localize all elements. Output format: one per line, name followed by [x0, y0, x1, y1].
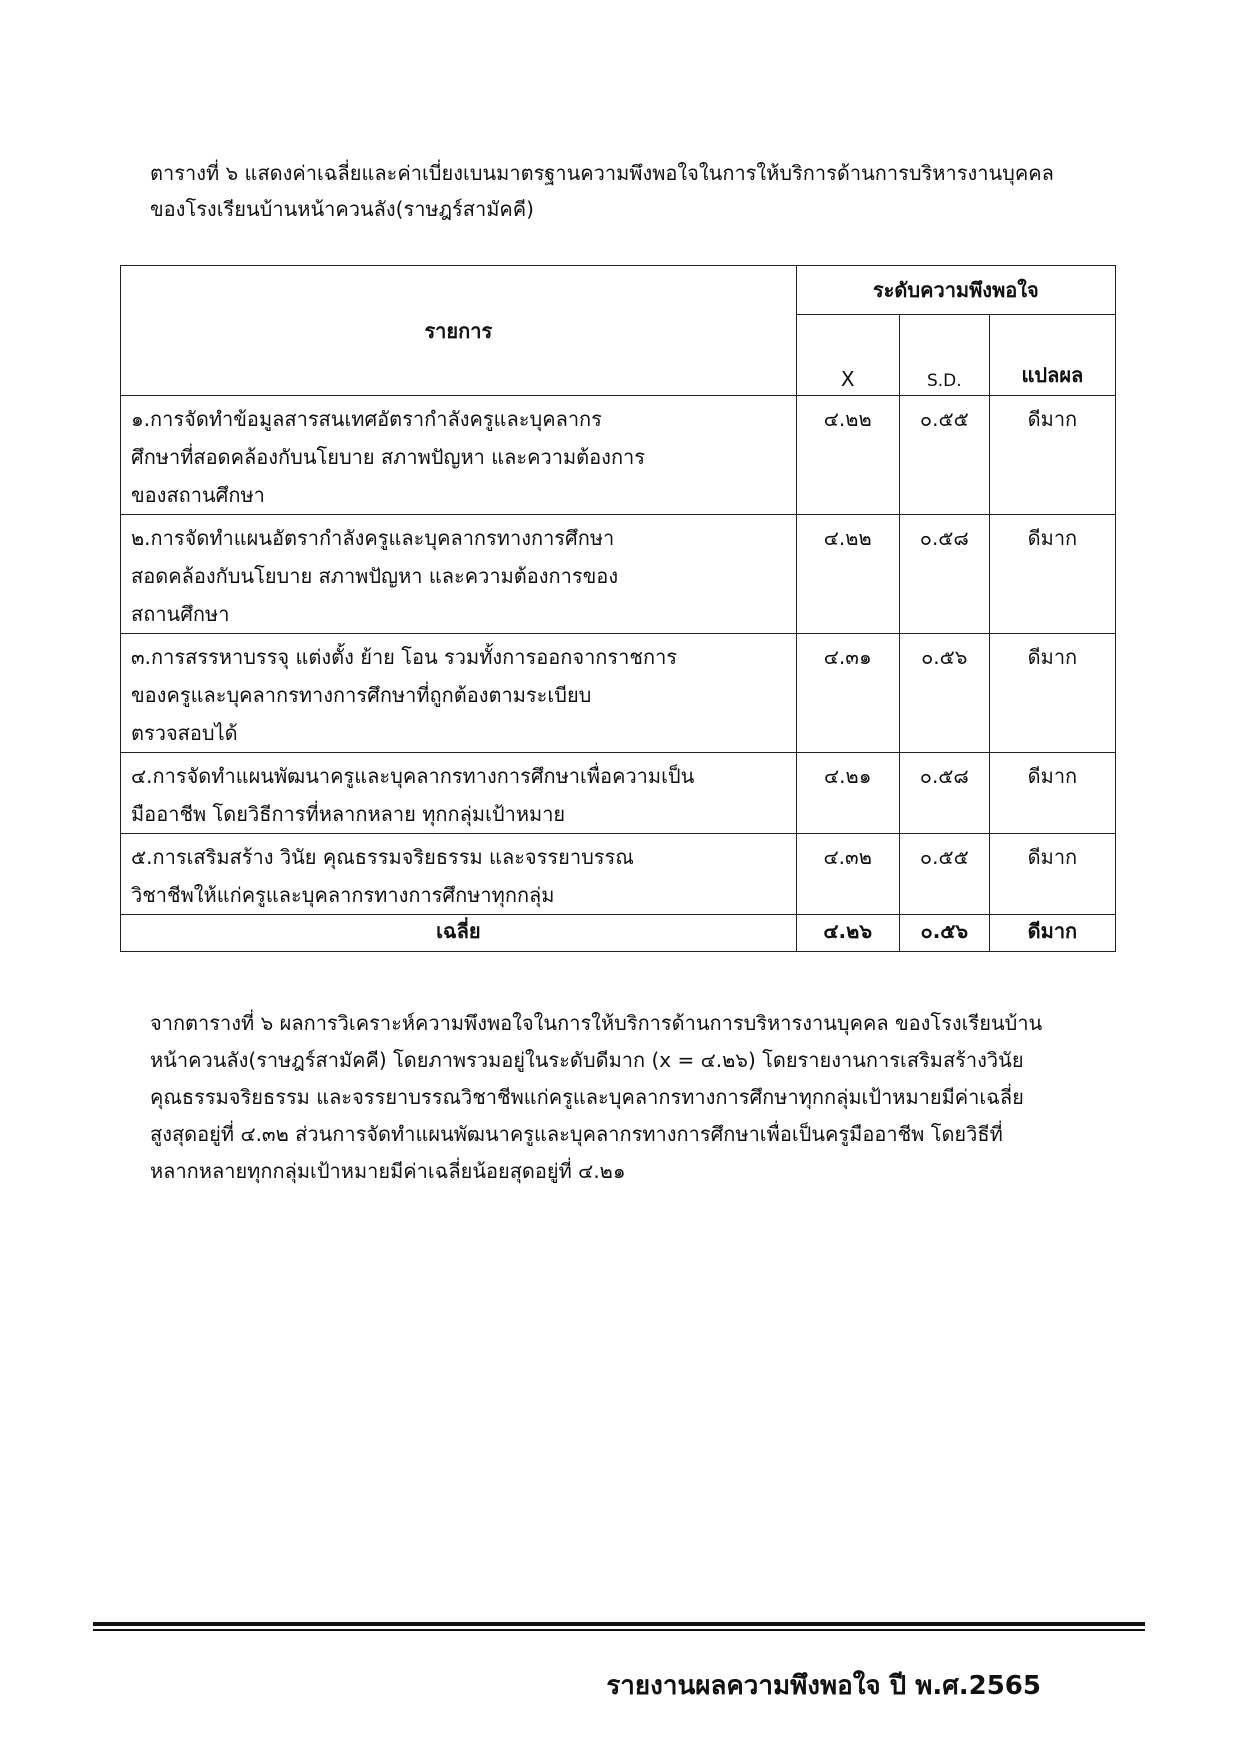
row-line: วิชาชีพให้แก่ครูและบุคลากรทางการศึกษาทุกกลุ่ม	[131, 883, 555, 907]
average-sd: ๐.๕๖	[899, 915, 989, 952]
row-interpret: ดีมาก	[989, 515, 1115, 634]
row-line: สอดคล้องกับนโยบาย สภาพปัญหา และความต้องการของ	[131, 564, 619, 588]
row-sd: ๐.๕๕	[899, 396, 989, 515]
footer-divider-thin	[93, 1629, 1145, 1631]
table-caption	[150, 155, 1110, 227]
row-line: สถานศึกษา	[131, 602, 230, 626]
table-row	[121, 634, 1116, 753]
summary-line: หลากหลายทุกกลุ่มเป้าหมายมีค่าเฉลี่ยน้อยสุดอยู่ที่ ๔.๒๑	[150, 1159, 626, 1183]
table-row	[121, 515, 1116, 634]
footer-divider-thick	[93, 1622, 1145, 1626]
row-sd: ๐.๕๘	[899, 753, 989, 834]
row-mean: ๔.๒๑	[796, 753, 899, 834]
average-interpret: ดีมาก	[989, 915, 1115, 952]
table-row	[121, 753, 1116, 834]
row-line: ๔.การจัดทำแผนพัฒนาครูและบุคลากรทางการศึกษาเพื่อความเป็น	[131, 764, 695, 788]
header-item: รายการ	[121, 266, 797, 396]
footer-title: รายงานผลความพึงพอใจ ปี พ.ศ.2565	[606, 1671, 1041, 1701]
row-item-text	[121, 396, 797, 515]
row-line: มืออาชีพ โดยวิธีการที่หลากหลาย ทุกกลุ่มเป้าหมาย	[131, 802, 566, 826]
row-line: ๓.การสรรหาบรรจุ แต่งตั้ง ย้าย โอน รวมทั้งการออกจากราชการ	[131, 645, 678, 669]
row-sd: ๐.๕๖	[899, 634, 989, 753]
table-row	[121, 396, 1116, 515]
row-line: ของครูและบุคลากรทางการศึกษาที่ถูกต้องตามระเบียบ	[131, 683, 592, 707]
row-interpret: ดีมาก	[989, 834, 1115, 915]
caption-line-1: ตารางที่ ๖ แสดงค่าเฉลี่ยและค่าเบี่ยงเบนมาตรฐานความพึงพอใจในการให้บริการด้านการบริหารงานบุคคล	[150, 161, 1054, 185]
row-line: ๒.การจัดทำแผนอัตรากำลังครูและบุคลากรทางการศึกษา	[131, 526, 615, 550]
row-line: ๕.การเสริมสร้าง วินัย คุณธรรมจริยธรรม และจรรยาบรรณ	[131, 845, 634, 869]
row-sd: ๐.๕๘	[899, 515, 989, 634]
row-item-text	[121, 515, 797, 634]
row-line: ๑.การจัดทำข้อมูลสารสนเทศอัตรากำลังครูและบุคลากร	[131, 407, 602, 431]
row-mean: ๔.๒๒	[796, 396, 899, 515]
summary-line: สูงสุดอยู่ที่ ๔.๓๒ ส่วนการจัดทำแผนพัฒนาครูและบุคลากรทางการศึกษาเพื่อเป็นครูมืออาชีพ โดยวิธีที่	[150, 1122, 1003, 1146]
table-row	[121, 834, 1116, 915]
summary-paragraph	[150, 1005, 1110, 1190]
row-interpret: ดีมาก	[989, 634, 1115, 753]
row-line: ของสถานศึกษา	[131, 483, 265, 507]
average-label: เฉลี่ย	[121, 915, 797, 952]
row-interpret: ดีมาก	[989, 753, 1115, 834]
header-sd: S.D.	[899, 315, 989, 396]
header-satisfaction-level: ระดับความพึงพอใจ	[796, 266, 1115, 315]
row-item-text	[121, 834, 797, 915]
average-mean: ๔.๒๖	[796, 915, 899, 952]
row-interpret: ดีมาก	[989, 396, 1115, 515]
summary-line: คุณธรรมจริยธรรม และจรรยาบรรณวิชาชีพแก่ครูและบุคลากรทางการศึกษาทุกกลุ่มเป้าหมายมีค่าเฉลี่ย	[150, 1085, 1024, 1109]
row-mean: ๔.๓๑	[796, 634, 899, 753]
caption-line-2: ของโรงเรียนบ้านหน้าควนลัง(ราษฎร์สามัคคี)	[150, 197, 534, 221]
row-item-text	[121, 753, 797, 834]
header-mean: X	[796, 315, 899, 396]
summary-line: หน้าควนลัง(ราษฎร์สามัคคี) โดยภาพรวมอยู่ในระดับดีมาก (x = ๔.๒๖) โดยรายงานการเสริมสร้างวินัย	[150, 1048, 1024, 1072]
row-line: ศึกษาที่สอดคล้องกับนโยบาย สภาพปัญหา และความต้องการ	[131, 445, 646, 469]
average-row	[121, 915, 1116, 952]
row-line: ตรวจสอบได้	[131, 721, 238, 745]
satisfaction-table	[120, 265, 1116, 952]
row-item-text	[121, 634, 797, 753]
summary-line: จากตารางที่ ๖ ผลการวิเคราะห์ความพึงพอใจในการให้บริการด้านการบริหารงานบุคคล ของโรงเรียนบ้าน	[150, 1011, 1043, 1035]
row-mean: ๔.๒๒	[796, 515, 899, 634]
row-mean: ๔.๓๒	[796, 834, 899, 915]
header-interpret: แปลผล	[989, 315, 1115, 396]
row-sd: ๐.๕๕	[899, 834, 989, 915]
